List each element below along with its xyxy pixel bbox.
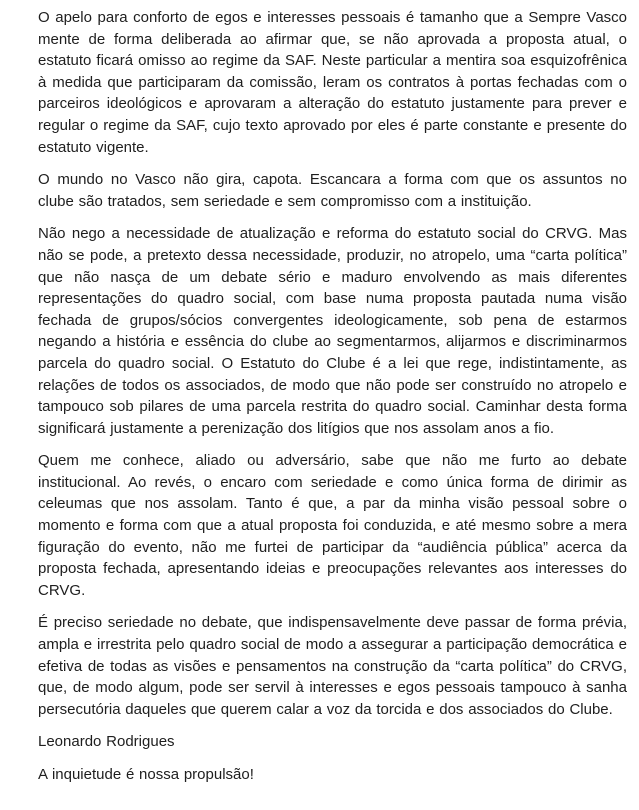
body-paragraph-4: Quem me conhece, aliado ou adversário, sabe que não me furto ao debate institucional. Ao revés, o encaro com seriedade e como única forma de dirimir as celeumas que nos assolam. Tanto é que, a par da minha visão pessoal sobre o momento e forma com que a atual proposta foi conduzida, e até mesmo sobre a mera figuração do evento, não me furtei de participar da “audiência pública” acerca da proposta fechada, apresentando ideias e preocupações relevantes aos interesses do CRVG. — [38, 452, 627, 599]
tagline-line: A inquietude é nossa propulsão! — [38, 766, 254, 783]
body-paragraph-3: Não nego a necessidade de atualização e reforma do estatuto social do CRVG. Mas não se pode, a pretexto dessa necessidade, produzir, no atropelo, uma “carta política” que não nasça de um debate sério e maduro envolvendo as mais diferentes representações do quadro social, com base numa proposta pautada numa visão fechada de grupos/sócios convergentes ideologicamente, sob pena de estarmos negando a história e essência do clube ao segmentarmos, alijarmos e discriminarmos parcela do quadro social. O Estatuto do Clube é a lei que rege, indistintamente, as relações de todos os associados, de modo que não pode ser construído no atropelo e tampouco sob pilares de uma parcela restrita do quadro social. Caminhar desta forma significará justamente a perenização dos litígios que nos assolam anos a fio. — [38, 225, 627, 437]
body-paragraph-1: O apelo para conforto de egos e interesses pessoais é tamanho que a Sempre Vasco mente de forma deliberada ao afirmar que, se não aprovada a proposta atual, o estatuto ficará omisso ao regime da SAF. Neste particular a mentira soa esquizofrênica à medida que participaram da comissão, leram os contratos à portas fechadas com o parceiros ideológicos e aprovaram a alteração do estatuto justamente para prever e regular o regime da SAF, cujo texto aprovado por eles é parte constante e presente do estatuto vigente. — [38, 9, 627, 156]
signature-line: Leonardo Rodrigues — [38, 733, 175, 751]
body-paragraph-5: É preciso seriedade no debate, que indispensavelmente deve passar de forma prévia, ampla e irrestrita pelo quadro social de modo a assegurar a participação democrática e efetiva de todas as visões e pensamentos na construção da “carta política” do CRVG, que, de modo algum, pode ser servil à interesses e egos pessoais tampouco à sanha persecutória daqueles que querem calar a voz da torcida e dos associados do Clube. — [38, 614, 627, 718]
body-paragraph-2: O mundo no Vasco não gira, capota. Escancara a forma com que os assuntos no clube são tratados, sem seriedade e sem compromisso com a instituição. — [38, 171, 627, 210]
